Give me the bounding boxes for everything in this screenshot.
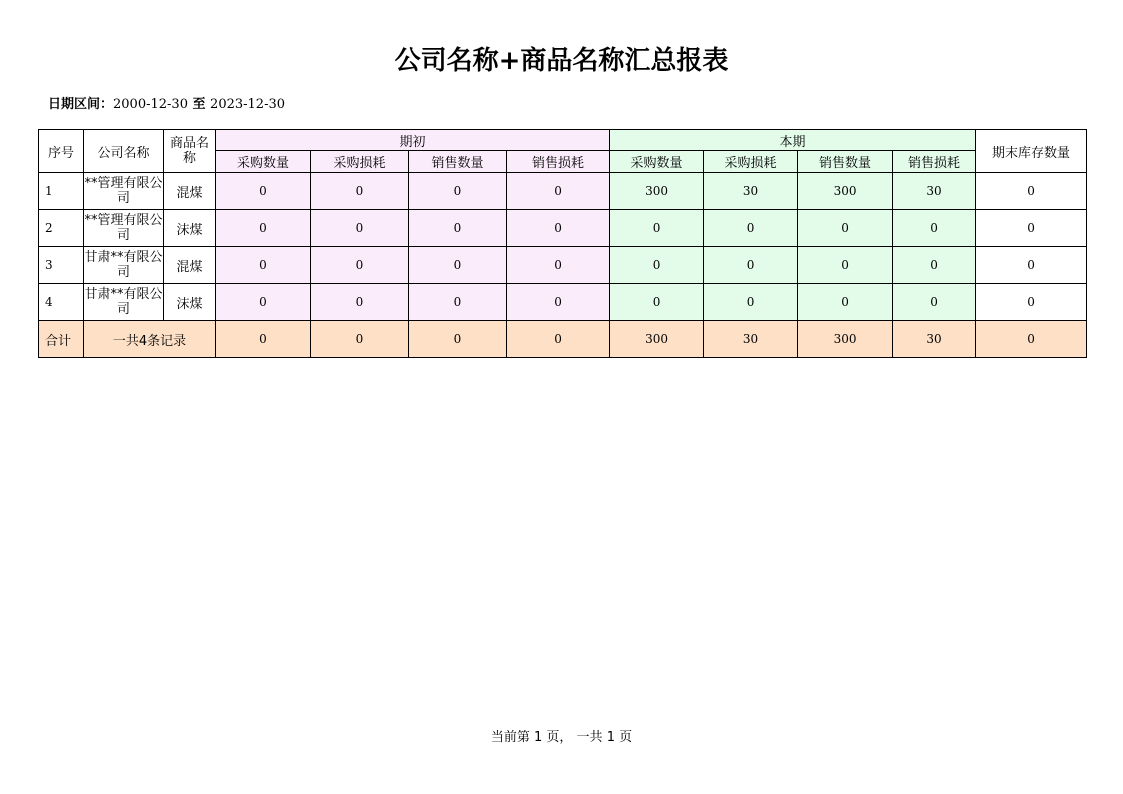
total-row (39, 321, 1087, 358)
cell-current-purchase-qty: 300 (610, 173, 704, 210)
table-row (39, 210, 1087, 247)
cell-ending: 0 (976, 247, 1087, 284)
date-from: 2000-12-30 (113, 97, 188, 112)
table-row (39, 247, 1087, 284)
cell-opening-purchase-qty: 0 (216, 284, 311, 321)
header-opening-sales-qty: 销售数量 (409, 151, 507, 173)
cell-current-sales-loss: 0 (893, 284, 976, 321)
cell-opening-purchase-qty: 0 (216, 210, 311, 247)
cell-current-purchase-qty: 0 (610, 210, 704, 247)
cell-opening-purchase-loss: 0 (311, 173, 409, 210)
total-current-sales-loss: 30 (893, 321, 976, 358)
cell-ending: 0 (976, 173, 1087, 210)
cell-opening-sales-qty: 0 (409, 284, 507, 321)
cell-company: **管理有限公司 (84, 210, 164, 247)
cell-company: **管理有限公司 (84, 173, 164, 210)
cell-current-purchase-loss: 30 (704, 173, 798, 210)
cell-product: 沫煤 (164, 284, 216, 321)
total-current-purchase-loss: 30 (704, 321, 798, 358)
total-opening-purchase-qty: 0 (216, 321, 311, 358)
cell-current-purchase-loss: 0 (704, 247, 798, 284)
cell-seq: 2 (39, 210, 84, 247)
cell-opening-purchase-loss: 0 (311, 210, 409, 247)
cell-opening-sales-qty: 0 (409, 210, 507, 247)
header-opening-purchase-qty: 采购数量 (216, 151, 311, 173)
header-current: 本期 (610, 130, 976, 151)
header-current-purchase-qty: 采购数量 (610, 151, 704, 173)
cell-product: 沫煤 (164, 210, 216, 247)
cell-current-sales-loss: 30 (893, 173, 976, 210)
cell-opening-purchase-loss: 0 (311, 284, 409, 321)
total-count: 一共4条记录 (84, 321, 216, 358)
header-current-sales-loss: 销售损耗 (893, 151, 976, 173)
header-current-sales-qty: 销售数量 (798, 151, 893, 173)
header-product: 商品名称 (164, 130, 216, 173)
total-current-sales-qty: 300 (798, 321, 893, 358)
cell-opening-sales-loss: 0 (507, 210, 610, 247)
cell-opening-purchase-qty: 0 (216, 247, 311, 284)
cell-opening-sales-loss: 0 (507, 173, 610, 210)
cell-current-sales-qty: 300 (798, 173, 893, 210)
table-row (39, 173, 1087, 210)
cell-product: 混煤 (164, 173, 216, 210)
total-opening-purchase-loss: 0 (311, 321, 409, 358)
summary-table (38, 129, 1087, 358)
cell-current-purchase-qty: 0 (610, 247, 704, 284)
header-opening: 期初 (216, 130, 610, 151)
cell-seq: 4 (39, 284, 84, 321)
cell-opening-sales-qty: 0 (409, 247, 507, 284)
date-sep: 至 (192, 97, 206, 112)
cell-opening-sales-loss: 0 (507, 247, 610, 284)
report-title: 公司名称+商品名称汇总报表 (394, 46, 729, 76)
cell-opening-sales-qty: 0 (409, 173, 507, 210)
cell-current-sales-loss: 0 (893, 210, 976, 247)
cell-seq: 3 (39, 247, 84, 284)
cell-current-sales-qty: 0 (798, 247, 893, 284)
cell-product: 混煤 (164, 247, 216, 284)
cell-opening-purchase-loss: 0 (311, 247, 409, 284)
date-to: 2023-12-30 (210, 97, 285, 112)
header-current-purchase-loss: 采购损耗 (704, 151, 798, 173)
cell-current-sales-qty: 0 (798, 284, 893, 321)
header-opening-purchase-loss: 采购损耗 (311, 151, 409, 173)
cell-current-purchase-loss: 0 (704, 284, 798, 321)
header-ending: 期末库存数量 (976, 130, 1087, 173)
pagination-footer: 当前第 1 页， 一共 1 页 (490, 730, 633, 745)
cell-seq: 1 (39, 173, 84, 210)
cell-current-sales-qty: 0 (798, 210, 893, 247)
total-opening-sales-qty: 0 (409, 321, 507, 358)
header-seq: 序号 (39, 130, 84, 173)
header-opening-sales-loss: 销售损耗 (507, 151, 610, 173)
cell-ending: 0 (976, 284, 1087, 321)
cell-opening-purchase-qty: 0 (216, 173, 311, 210)
cell-company: 甘肃**有限公司 (84, 247, 164, 284)
total-opening-sales-loss: 0 (507, 321, 610, 358)
cell-company: 甘肃**有限公司 (84, 284, 164, 321)
cell-current-purchase-loss: 0 (704, 210, 798, 247)
cell-ending: 0 (976, 210, 1087, 247)
cell-opening-sales-loss: 0 (507, 284, 610, 321)
total-ending: 0 (976, 321, 1087, 358)
cell-current-sales-loss: 0 (893, 247, 976, 284)
date-range-label: 日期区间： (48, 97, 114, 112)
header-company: 公司名称 (84, 130, 164, 173)
table-row (39, 284, 1087, 321)
cell-current-purchase-qty: 0 (610, 284, 704, 321)
total-label: 合计 (39, 321, 84, 358)
date-range (48, 93, 285, 112)
total-current-purchase-qty: 300 (610, 321, 704, 358)
